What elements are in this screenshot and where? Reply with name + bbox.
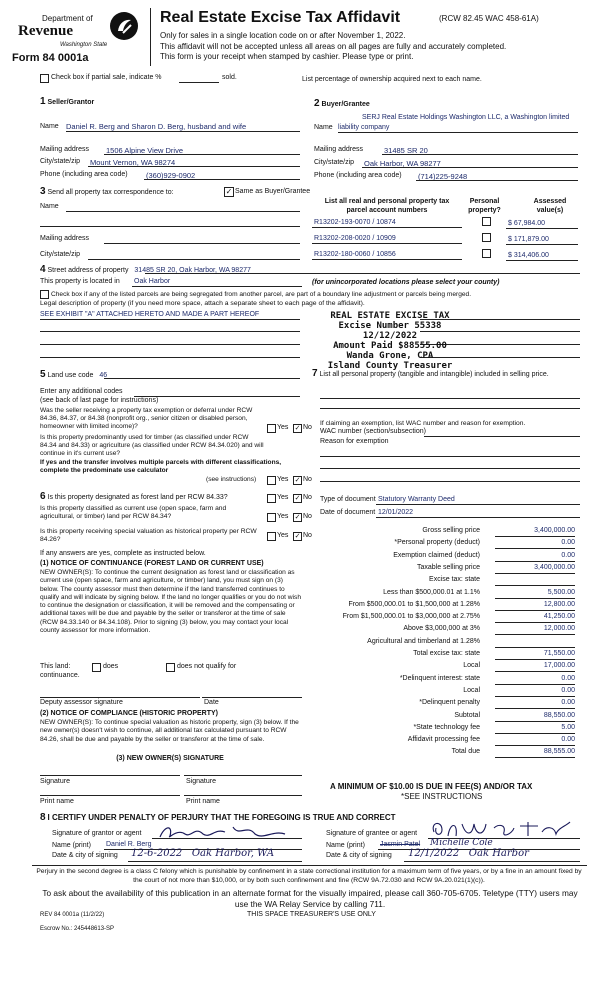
notice-continuance-body: NEW OWNER(S): To continue the current designation as forest land or classification as current use (open space, farm and agriculture, or timber) land, you must sign on (3) below. The county assessor must then determine if the land transferred continues to qualify and will indicate by signing below. If the land no longer qualifies or you do not wish to continue the designation or classification, it will be removed and the compensating or additional taxes will be due and payable by the seller or transferor at the time of sale (RCW 84.33.140 or 84.34.108). Prior to signing (3) below, you may contact your local county assessor for more information.: [40, 569, 301, 635]
calc-row-label: Local: [463, 687, 480, 694]
parcel-number[interactable]: R13202-180-0060 / 10856: [314, 251, 396, 258]
exemption-question: Was the seller receiving a property tax exemption or deferral under RCW 84.36, 84.37, or 84.38 (nonprofit org., senior citizen or disabled person, homeowner with limited income)?: [40, 407, 253, 431]
calc-row-value[interactable]: 41,250.00: [495, 613, 575, 623]
grantor-signature-image[interactable]: [155, 822, 295, 842]
calc-row-value[interactable]: 71,550.00: [495, 650, 575, 660]
personal-header: Personal property?: [468, 198, 501, 214]
personal-property-checkbox[interactable]: [482, 249, 491, 258]
dept-line3: Washington State: [60, 42, 108, 48]
buyer-name-label: Name: [314, 124, 333, 131]
grantor-date-city-field[interactable]: 12-6-2022 Oak Harbor, WA: [131, 848, 275, 859]
calc-row-value[interactable]: 3,400,000.00: [495, 564, 575, 574]
dept-line1: Department of: [42, 14, 93, 23]
ownership-note: List percentage of ownership acquired next to each name.: [302, 76, 482, 83]
current-use-yes-label: Yes: [277, 513, 289, 520]
seller-phone-field[interactable]: (360)929-0902: [146, 171, 196, 180]
grantee-date-label: Date & city of signing: [326, 852, 392, 859]
timber-yes-checkbox[interactable]: [267, 476, 276, 485]
exemption-no-label: No: [303, 424, 312, 431]
current-use-question: Is this property classified as current use (open space, farm and agricultural, or timber) land per RCW 84.34?: [40, 505, 227, 521]
notice-continuance-heading: (1) NOTICE OF CONTINUANCE (FOREST LAND OR CURRENT USE): [40, 560, 264, 567]
grantee-name-label: Name (print): [326, 842, 365, 849]
seller-city-label: City/state/zip: [40, 158, 81, 165]
buyer-addr-label: Mailing address: [314, 146, 364, 153]
seller-phone-label: Phone (including area code): [40, 171, 128, 178]
located-field[interactable]: Oak Harbor: [134, 278, 171, 285]
historic-question: Is this property receiving special valuation as historical property per RCW 84.26?: [40, 528, 257, 544]
perjury-notice: Perjury in the second degree is a class C felony which is punishable by confinement in a state correctional institution for a maximum term of five years, or by a fine in an amount fixed by the court of not more than $10,000, or by both such confinement and fine (RCW 9A.72.030 and RCW 9A.20.021(1)(c)).: [36, 868, 582, 884]
parcels-header: List all real and personal property tax parcel account numbers: [324, 198, 450, 214]
does-qualify-checkbox[interactable]: [92, 663, 101, 672]
land-use-line: 5 Land use code 46: [40, 369, 108, 380]
legal-description-field[interactable]: SEE EXHIBIT "A" ATTACHED HERETO AND MADE A PART HEREOF: [40, 311, 260, 318]
calc-row-label: Above $3,000,000 at 3%: [403, 625, 480, 632]
calc-row-label: Exemption claimed (deduct): [393, 552, 480, 559]
see-instructions-note: *SEE INSTRUCTIONS: [401, 792, 483, 801]
calc-row-value[interactable]: 3,400,000.00: [495, 527, 575, 537]
form-number: Form 84 0001a: [12, 52, 89, 64]
buyer-city-field[interactable]: Oak Harbor, WA 98277: [364, 159, 441, 168]
calc-row-label: Agricultural and timberland at 1.28%: [367, 638, 480, 645]
calc-row-value[interactable]: 5,500.00: [495, 589, 575, 599]
partial-label-a: Check box if partial sale, indicate %: [51, 74, 162, 81]
corr-name-label: Name: [40, 203, 59, 210]
calc-row-label: Subtotal: [454, 712, 480, 719]
grantor-signature-label: Signature of grantor or agent: [52, 830, 142, 837]
calc-row-value[interactable]: 88,550.00: [495, 712, 575, 722]
assessed-value[interactable]: $ 314,406.00: [508, 252, 549, 259]
calc-row-label: *State technology fee: [413, 724, 480, 731]
calc-row-label: Less than $500,000.01 at 1.1%: [383, 589, 480, 596]
current-use-no-checkbox[interactable]: ✓: [294, 514, 301, 521]
land-use-field[interactable]: 46: [99, 372, 108, 379]
calc-row-label: *Personal property (deduct): [394, 539, 480, 546]
same-as-buyer-label: Same as Buyer/Grantee: [235, 188, 311, 195]
timber-question-b: If yes and the transfer involves multiple parcels with different classifications, complete the predominate use calculator: [40, 459, 282, 475]
doc-type-label: Type of document: [320, 496, 376, 503]
calc-row-label: *Delinquent interest: state: [399, 675, 480, 682]
same-as-buyer-checkbox[interactable]: ✓: [225, 187, 233, 196]
personal-property-checkbox[interactable]: [482, 217, 491, 226]
form-citation: (RCW 82.45 WAC 458-61A): [439, 14, 539, 23]
treasurer-use-label: THIS SPACE TREASURER'S USE ONLY: [247, 911, 376, 918]
calc-row-label: Excise tax: state: [429, 576, 480, 583]
seller-city-field[interactable]: Mount Vernon, WA 98274: [90, 158, 176, 167]
buyer-heading: 2 Buyer/Grantee: [314, 98, 370, 109]
calc-row-value[interactable]: 5.00: [495, 724, 575, 734]
assessed-value[interactable]: $ 67,984.00: [508, 220, 545, 227]
timber-yes-label: Yes: [277, 476, 289, 483]
does-not-label: does not qualify for: [177, 663, 237, 670]
segregated-label: Check box if any of the listed parcels are being segregated from another parcel, are part of a boundary line adjustment or parcels being merged.: [51, 291, 472, 298]
exemption-yes-checkbox[interactable]: [267, 424, 276, 433]
doc-date-field[interactable]: 12/01/2022: [378, 509, 414, 516]
timber-no-label: No: [303, 476, 312, 483]
buyer-name-line2[interactable]: liability company: [338, 124, 390, 131]
additional-codes-label: Enter any additional codes: [40, 388, 123, 395]
exemption-reason-label: Reason for exemption: [320, 438, 389, 445]
personal-property-heading: 7 List all personal property (tangible and intangible) included in selling price.: [312, 368, 549, 379]
buyer-addr-field[interactable]: 31485 SR 20: [384, 146, 428, 155]
this-land-label: This land:: [40, 663, 71, 670]
current-use-no-label: No: [303, 513, 312, 520]
calc-row-value[interactable]: 0.00: [495, 552, 575, 562]
treasurer-stamp: REAL ESTATE EXCISE TAX Excise Number 55338 12/12/2022 Amount Paid $88555.00 Wanda Grone, CPA Island County Treasurer: [327, 311, 453, 371]
timber-question: Is this property predominantly used for timber (as classified under RCW 84.34 and 84.33) or agriculture (as classified under RCW 84.34.020) and will continue in it's current use?: [40, 434, 264, 458]
partial-sale-checkbox[interactable]: [40, 74, 49, 83]
certify-heading: 8 I CERTIFY UNDER PENALTY OF PERJURY THAT THE FOREGOING IS TRUE AND CORRECT: [40, 812, 396, 823]
corr-addr-label: Mailing address: [40, 235, 90, 242]
owner-print-name-1: Print name: [40, 798, 74, 805]
minimum-fee-note: A MINIMUM OF $10.00 IS DUE IN FEE(S) AND/OR TAX: [330, 782, 533, 791]
personal-property-checkbox[interactable]: [482, 233, 491, 242]
header-note-3: This form is your receipt when stamped by cashier. Please type or print.: [160, 52, 414, 61]
calc-row-value[interactable]: 17,000.00: [495, 662, 575, 672]
assessed-value[interactable]: $ 171,879.00: [508, 236, 549, 243]
calc-row-label: From $1,500,000.01 to $3,000,000 at 2.75%: [342, 613, 480, 620]
historic-no-checkbox[interactable]: ✓: [294, 533, 301, 540]
calc-row-label: Total excise tax: state: [413, 650, 480, 657]
calc-row-value[interactable]: 0.00: [495, 539, 575, 549]
grantor-date-label: Date & city of signing: [52, 852, 118, 859]
current-use-yes-checkbox[interactable]: [267, 513, 276, 522]
calc-row-label: Gross selling price: [422, 527, 480, 534]
owner-print-name-2: Print name: [186, 798, 220, 805]
grantor-name-field[interactable]: Daniel R. Berg: [106, 841, 152, 848]
parcel-number[interactable]: R13202-193-0070 / 10874: [314, 219, 396, 226]
calc-row-label: Affidavit processing fee: [407, 736, 480, 743]
availability-notice: To ask about the availability of this publication in an alternate format for the visually impaired, please call 360-705-6705. Teletype (TTY) users may use the WA Relay Service by calling 711.: [42, 888, 578, 909]
forest-yes-label: Yes: [277, 494, 289, 501]
grantor-name-label: Name (print): [52, 842, 91, 849]
grantee-name-handwritten[interactable]: Michelle Cole: [430, 838, 493, 848]
exemption-yes-label: Yes: [277, 424, 289, 431]
timber-no-checkbox[interactable]: ✓: [294, 477, 301, 484]
calc-row-label: Taxable selling price: [416, 564, 480, 571]
wac-number-label: WAC number (section/subsection): [320, 428, 426, 435]
deputy-assessor-label: Deputy assessor signature: [40, 699, 123, 706]
claim-exemption-label: If claiming an exemption, list WAC number and reason for exemption.: [320, 420, 526, 427]
form-title: Real Estate Excise Tax Affidavit: [160, 9, 401, 26]
notice-compliance-heading: (2) NOTICE OF COMPLIANCE (HISTORIC PROPERTY): [40, 710, 218, 717]
notice-compliance-body: NEW OWNER(S): To continue special valuation as historic property, sign (3) below. If the new owner(s) doesn't wish to continue, all additional tax calculated pursuant to RCW 84.26, shall be due and payable by the seller or transferor at the time of sale.: [40, 719, 299, 743]
new-owner-signature-heading: (3) NEW OWNER(S) SIGNATURE: [116, 755, 224, 762]
grantee-date-city-field[interactable]: 12/1/2022 Oak Harbor: [408, 848, 529, 859]
additional-codes-note: (see back of last page for instructions): [40, 397, 159, 404]
calc-row-label: Total due: [451, 748, 480, 755]
doc-type-field[interactable]: Statutory Warranty Deed: [378, 496, 455, 503]
unincorporated-note: (for unincorporated locations please select your county): [312, 279, 500, 286]
exemption-no-checkbox[interactable]: ✓: [294, 425, 301, 432]
seller-addr-field[interactable]: 1506 Alpine View Drive: [106, 146, 183, 155]
forest-no-checkbox[interactable]: ✓: [294, 495, 301, 502]
calc-row-value[interactable]: 12,000.00: [495, 625, 575, 635]
owner-signature-label-2: Signature: [186, 778, 216, 785]
calc-row-value[interactable]: 0.00: [495, 736, 575, 746]
calc-row-label: *Delinquent penalty: [419, 699, 480, 706]
calc-row-value[interactable]: 88,555.00: [495, 748, 575, 758]
street-address-line: 4 Street address of property 31485 SR 20, Oak Harbor, WA 98277: [40, 264, 251, 275]
calc-row-label: From $500,000.01 to $1,500,000 at 1.28%: [348, 601, 480, 608]
forest-no-label: No: [303, 494, 312, 501]
doc-date-label: Date of document: [320, 509, 376, 516]
forest-land-question: 6 Is this property designated as forest land per RCW 84.33?: [40, 491, 228, 502]
timber-instructions: (see instructions): [206, 476, 257, 483]
parcel-number[interactable]: R13202-208-0020 / 10909: [314, 235, 396, 242]
dor-emblem-icon: [109, 11, 139, 41]
calc-row-value[interactable]: 0.00: [495, 699, 575, 709]
if-yes-note: If any answers are yes, complete as instructed below.: [40, 550, 206, 557]
corr-city-label: City/state/zip: [40, 251, 81, 258]
legal-description-label: Legal description of property (if you need more space, attach a separate sheet to each page of the affidavit).: [40, 300, 365, 307]
street-address-field[interactable]: 31485 SR 20, Oak Harbor, WA 98277: [134, 267, 251, 274]
header-note-1: Only for sales in a single location code on or after November 1, 2022.: [160, 31, 406, 40]
calc-row-value[interactable]: [495, 576, 575, 586]
partial-label-b: sold.: [222, 74, 237, 81]
located-label: This property is located in: [40, 278, 120, 285]
grantee-name-struck[interactable]: Jasmin Patel: [380, 841, 421, 848]
seller-addr-label: Mailing address: [40, 146, 90, 153]
does-not-qualify-checkbox[interactable]: [166, 663, 175, 672]
seller-name-label: Name: [40, 123, 59, 130]
calc-row-label: Local: [463, 662, 480, 669]
escrow-number: Escrow No.: 245448613-SP: [40, 926, 115, 932]
calc-row-value[interactable]: 0.00: [495, 675, 575, 685]
assessed-header: Assessed value(s): [533, 198, 567, 214]
buyer-phone-field[interactable]: (714)225-9248: [418, 172, 468, 181]
revision-code: REV 84 0001a (11/2/22): [40, 912, 105, 918]
buyer-phone-label: Phone (including area code): [314, 172, 402, 179]
owner-signature-label-1: Signature: [40, 778, 70, 785]
historic-no-label: No: [303, 532, 312, 539]
deputy-date-label: Date: [204, 699, 219, 706]
does-label: does: [103, 663, 119, 670]
calc-row-value[interactable]: [495, 638, 575, 648]
continuance-label: continuance.: [40, 672, 80, 679]
calc-row-value[interactable]: 0.00: [495, 687, 575, 697]
historic-yes-label: Yes: [277, 532, 289, 539]
tax-correspondence-line: 3 Send all property tax correspondence to:: [40, 186, 174, 197]
seller-heading: 1 Seller/Grantor: [40, 96, 95, 107]
dept-line2: Revenue: [18, 23, 73, 39]
buyer-city-label: City/state/zip: [314, 159, 355, 166]
grantee-signature-label: Signature of grantee or agent: [326, 830, 418, 837]
calc-row-value[interactable]: 12,800.00: [495, 601, 575, 611]
header-note-2: This affidavit will not be accepted unless all areas on all pages are fully and accurately completed.: [160, 42, 507, 51]
seller-name-field[interactable]: Daniel R. Berg and Sharon D. Berg, husband and wife: [66, 122, 247, 131]
forest-yes-checkbox[interactable]: [267, 494, 276, 503]
segregated-checkbox[interactable]: [40, 290, 49, 299]
buyer-name-line1[interactable]: SERJ Real Estate Holdings Washington LLC, a Washington limited: [362, 114, 570, 121]
